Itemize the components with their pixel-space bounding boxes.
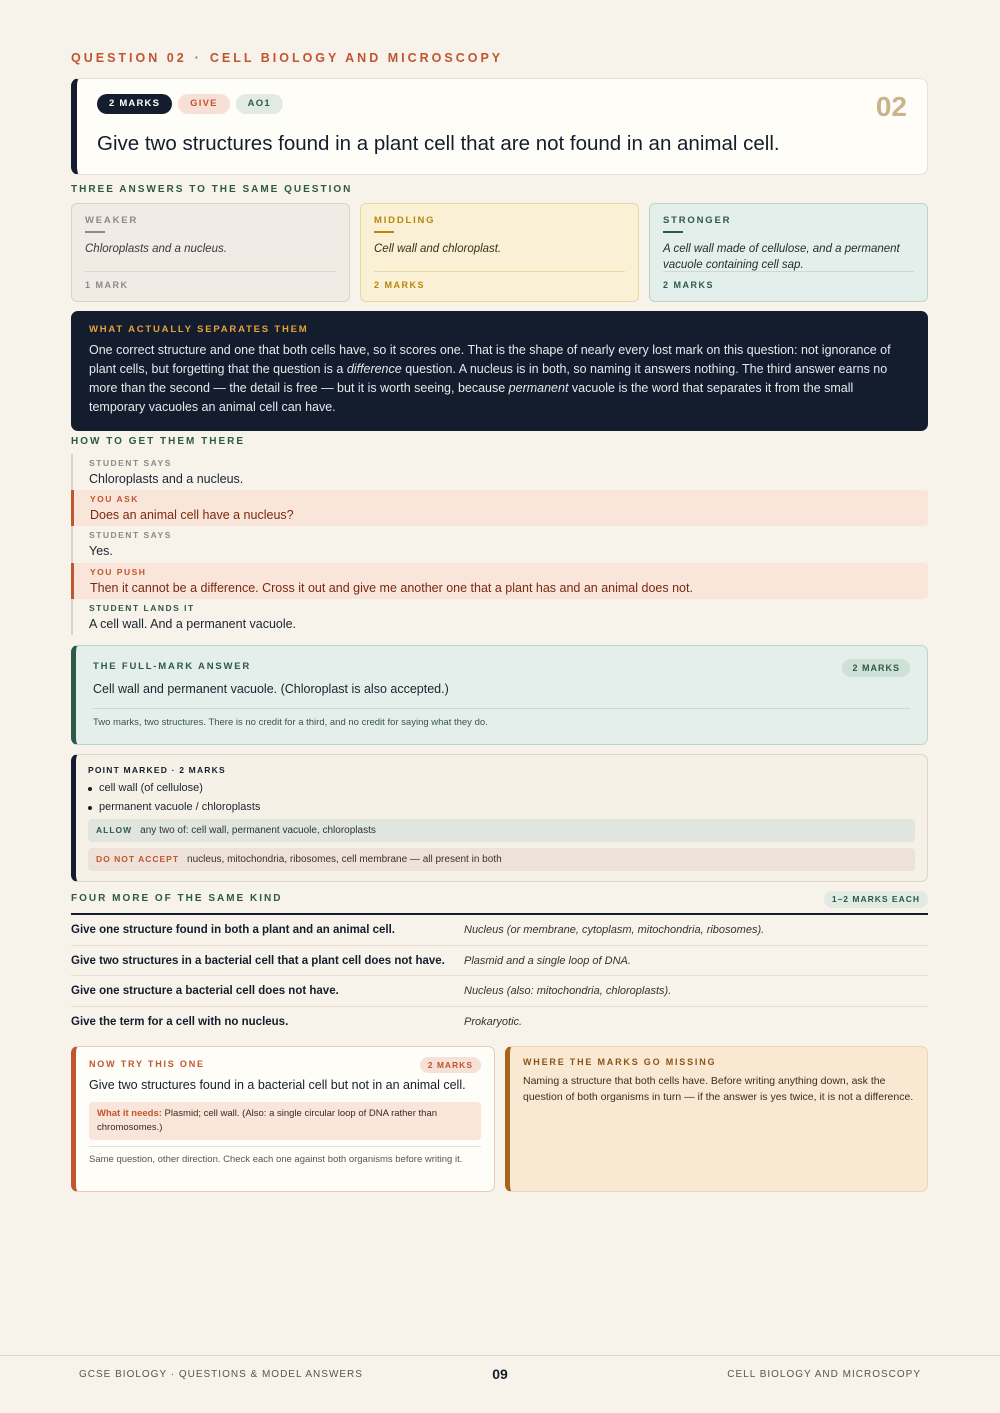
- row-question: Give two structures in a bacterial cell that a plant cell does not have.: [71, 954, 445, 967]
- answer-text: A cell wall made of cellulose, and a permanent vacuole containing cell sap.: [663, 243, 900, 271]
- table-row: [71, 946, 928, 977]
- speaker-label: STUDENT SAYS: [89, 458, 172, 468]
- answer-rule: [85, 231, 105, 233]
- speaker-label: YOU ASK: [90, 494, 139, 504]
- question-text: Give two structures found in a plant cell that are not found in an animal cell.: [97, 132, 780, 155]
- row-question: Give one structure found in both a plant and an animal cell.: [71, 924, 395, 936]
- page-number: 09: [492, 1366, 508, 1382]
- separates-panel: [71, 311, 928, 431]
- answer-tag: WEAKER: [85, 215, 139, 226]
- separates-tag: WHAT ACTUALLY SEPARATES THEM: [89, 324, 309, 335]
- dialog-turn-teacher: [71, 490, 928, 526]
- question-pills: [97, 94, 283, 114]
- full-mark-tag: THE FULL-MARK ANSWER: [93, 661, 252, 672]
- dialog: [71, 454, 928, 635]
- divider: [374, 271, 625, 272]
- dialog-line: Does an animal cell have a nucleus?: [90, 508, 294, 522]
- full-mark-answer-card: [71, 645, 928, 745]
- dialog-turn-student: [71, 454, 928, 490]
- answers-section-label: THREE ANSWERS TO THE SAME QUESTION: [71, 184, 353, 195]
- eyebrow-separator: ·: [194, 51, 202, 65]
- dialog-section-label: HOW TO GET THEM THERE: [71, 436, 246, 447]
- dialog-turn-student-lands: [71, 599, 928, 635]
- try-this-tag: NOW TRY THIS ONE: [89, 1059, 205, 1069]
- answer-text: Chloroplasts and a nucleus.: [85, 243, 227, 255]
- dialog-turn-teacher: [71, 563, 928, 599]
- dialog-turn-student: [71, 526, 928, 563]
- page-footer: [0, 1355, 1000, 1413]
- answer-marks: 2 MARKS: [374, 280, 426, 290]
- speaker-label: YOU PUSH: [90, 567, 147, 577]
- question-card: [71, 78, 928, 175]
- command-word-pill: GIVE: [178, 94, 230, 114]
- more-questions-table: [71, 915, 928, 1037]
- marks-pill: 2 MARKS: [97, 94, 172, 114]
- table-row: [71, 976, 928, 1007]
- what-it-needs-text: Plasmid; cell wall. (Also: a single circular loop of DNA rather than chromosomes.): [97, 1108, 438, 1133]
- allow-row: [88, 819, 915, 842]
- answer-tag: MIDDLING: [374, 215, 436, 226]
- speaker-label: STUDENT SAYS: [89, 530, 172, 540]
- row-question: Give one structure a bacterial cell does not have.: [71, 985, 339, 997]
- divider: [85, 271, 336, 272]
- mark-scheme-tag: POINT MARKED · 2 MARKS: [88, 765, 226, 775]
- mark-scheme-points: [88, 779, 915, 817]
- divider: [93, 708, 910, 709]
- mark-point: permanent vacuole / chloroplasts: [88, 798, 915, 817]
- speaker-label: STUDENT LANDS IT: [89, 603, 195, 613]
- allow-text: any two of: cell wall, permanent vacuole, chloroplasts: [140, 825, 376, 836]
- dialog-line: A cell wall. And a permanent vacuole.: [89, 617, 297, 631]
- footer-chapter: CELL BIOLOGY AND MICROSCOPY: [727, 1369, 921, 1380]
- try-this-question: Give two structures found in a bacterial cell but not in an animal cell.: [89, 1078, 466, 1092]
- answer-marks: 1 MARK: [85, 280, 129, 290]
- full-mark-note: Two marks, two structures. There is no credit for a third, and no credit for saying what they do.: [93, 717, 488, 728]
- divider: [89, 1146, 481, 1147]
- do-not-accept-row: [88, 848, 915, 871]
- full-mark-badge: 2 MARKS: [842, 659, 910, 677]
- row-answer: Nucleus (also: mitochondria, chloroplasts).: [464, 985, 672, 997]
- table-row: [71, 1007, 928, 1038]
- table-row: [71, 915, 928, 946]
- divider: [663, 271, 914, 272]
- try-this-badge: 2 MARKS: [420, 1057, 481, 1073]
- topic-label: CELL BIOLOGY AND MICROSCOPY: [209, 51, 504, 65]
- answer-text: Cell wall and chloroplast.: [374, 243, 502, 255]
- try-this-footnote: Same question, other direction. Check each one against both organisms before writing it.: [89, 1154, 463, 1165]
- what-it-needs-label: What it needs:: [97, 1108, 162, 1119]
- more-questions-header: [71, 891, 928, 915]
- row-question: Give the term for a cell with no nucleus.: [71, 1015, 289, 1028]
- separates-text: One correct structure and one that both cells have, so it scores one. That is the shape of nearly every lost mark on this question: not ignorance of plant cells, but forgetting that the question is a difference question. A nucleus is in both, so naming it answers nothing. The third answer earns no more than the second — the detail is free — but it is worth seeing, because permanent vacuole is the word that separates it from the small temporary vacuoles an animal cell can have.: [89, 343, 891, 414]
- answer-marks: 2 MARKS: [663, 280, 715, 290]
- marks-missing-tag: WHERE THE MARKS GO MISSING: [523, 1057, 717, 1067]
- dialog-line: Yes.: [89, 544, 113, 558]
- question-eyebrow: [71, 51, 503, 65]
- marks-each-chip: 1–2 MARKS EACH: [824, 891, 928, 908]
- marks-missing-card: [505, 1046, 928, 1192]
- allow-label: ALLOW: [96, 825, 133, 835]
- do-not-accept-label: DO NOT ACCEPT: [96, 854, 180, 864]
- mark-point: cell wall (of cellulose): [88, 779, 915, 798]
- footer-book-title: GCSE BIOLOGY · QUESTIONS & MODEL ANSWERS: [79, 1369, 363, 1380]
- question-number: 02: [875, 91, 907, 122]
- middling-answer-card: [360, 203, 639, 302]
- more-questions-label: FOUR MORE OF THE SAME KIND: [71, 893, 283, 904]
- what-it-needs-box: [89, 1102, 481, 1140]
- weaker-answer-card: [71, 203, 350, 302]
- row-answer: Plasmid and a single loop of DNA.: [464, 954, 631, 967]
- try-this-card: [71, 1046, 495, 1192]
- answer-rule: [663, 231, 683, 233]
- dialog-line: Chloroplasts and a nucleus.: [89, 472, 244, 486]
- answer-rule: [374, 231, 394, 233]
- mark-scheme-card: [71, 754, 928, 882]
- row-answer: Nucleus (or membrane, cytoplasm, mitochondria, ribosomes).: [464, 924, 765, 936]
- row-answer: Prokaryotic.: [464, 1015, 523, 1028]
- question-label: QUESTION 02: [71, 51, 187, 65]
- do-not-accept-text: nucleus, mitochondria, ribosomes, cell membrane — all present in both: [187, 854, 502, 865]
- marks-missing-text: Naming a structure that both cells have. Before writing anything down, ask the question of both organisms in turn — if the answer is yes twice, it is not a difference.: [523, 1075, 914, 1103]
- assessment-objective-pill: AO1: [236, 94, 283, 114]
- answer-tag: STRONGER: [663, 215, 732, 226]
- stronger-answer-card: [649, 203, 928, 302]
- dialog-line: Then it cannot be a difference. Cross it out and give me another one that a plant has and an animal does not.: [90, 581, 693, 595]
- full-mark-text: Cell wall and permanent vacuole. (Chloroplast is also accepted.): [93, 682, 449, 696]
